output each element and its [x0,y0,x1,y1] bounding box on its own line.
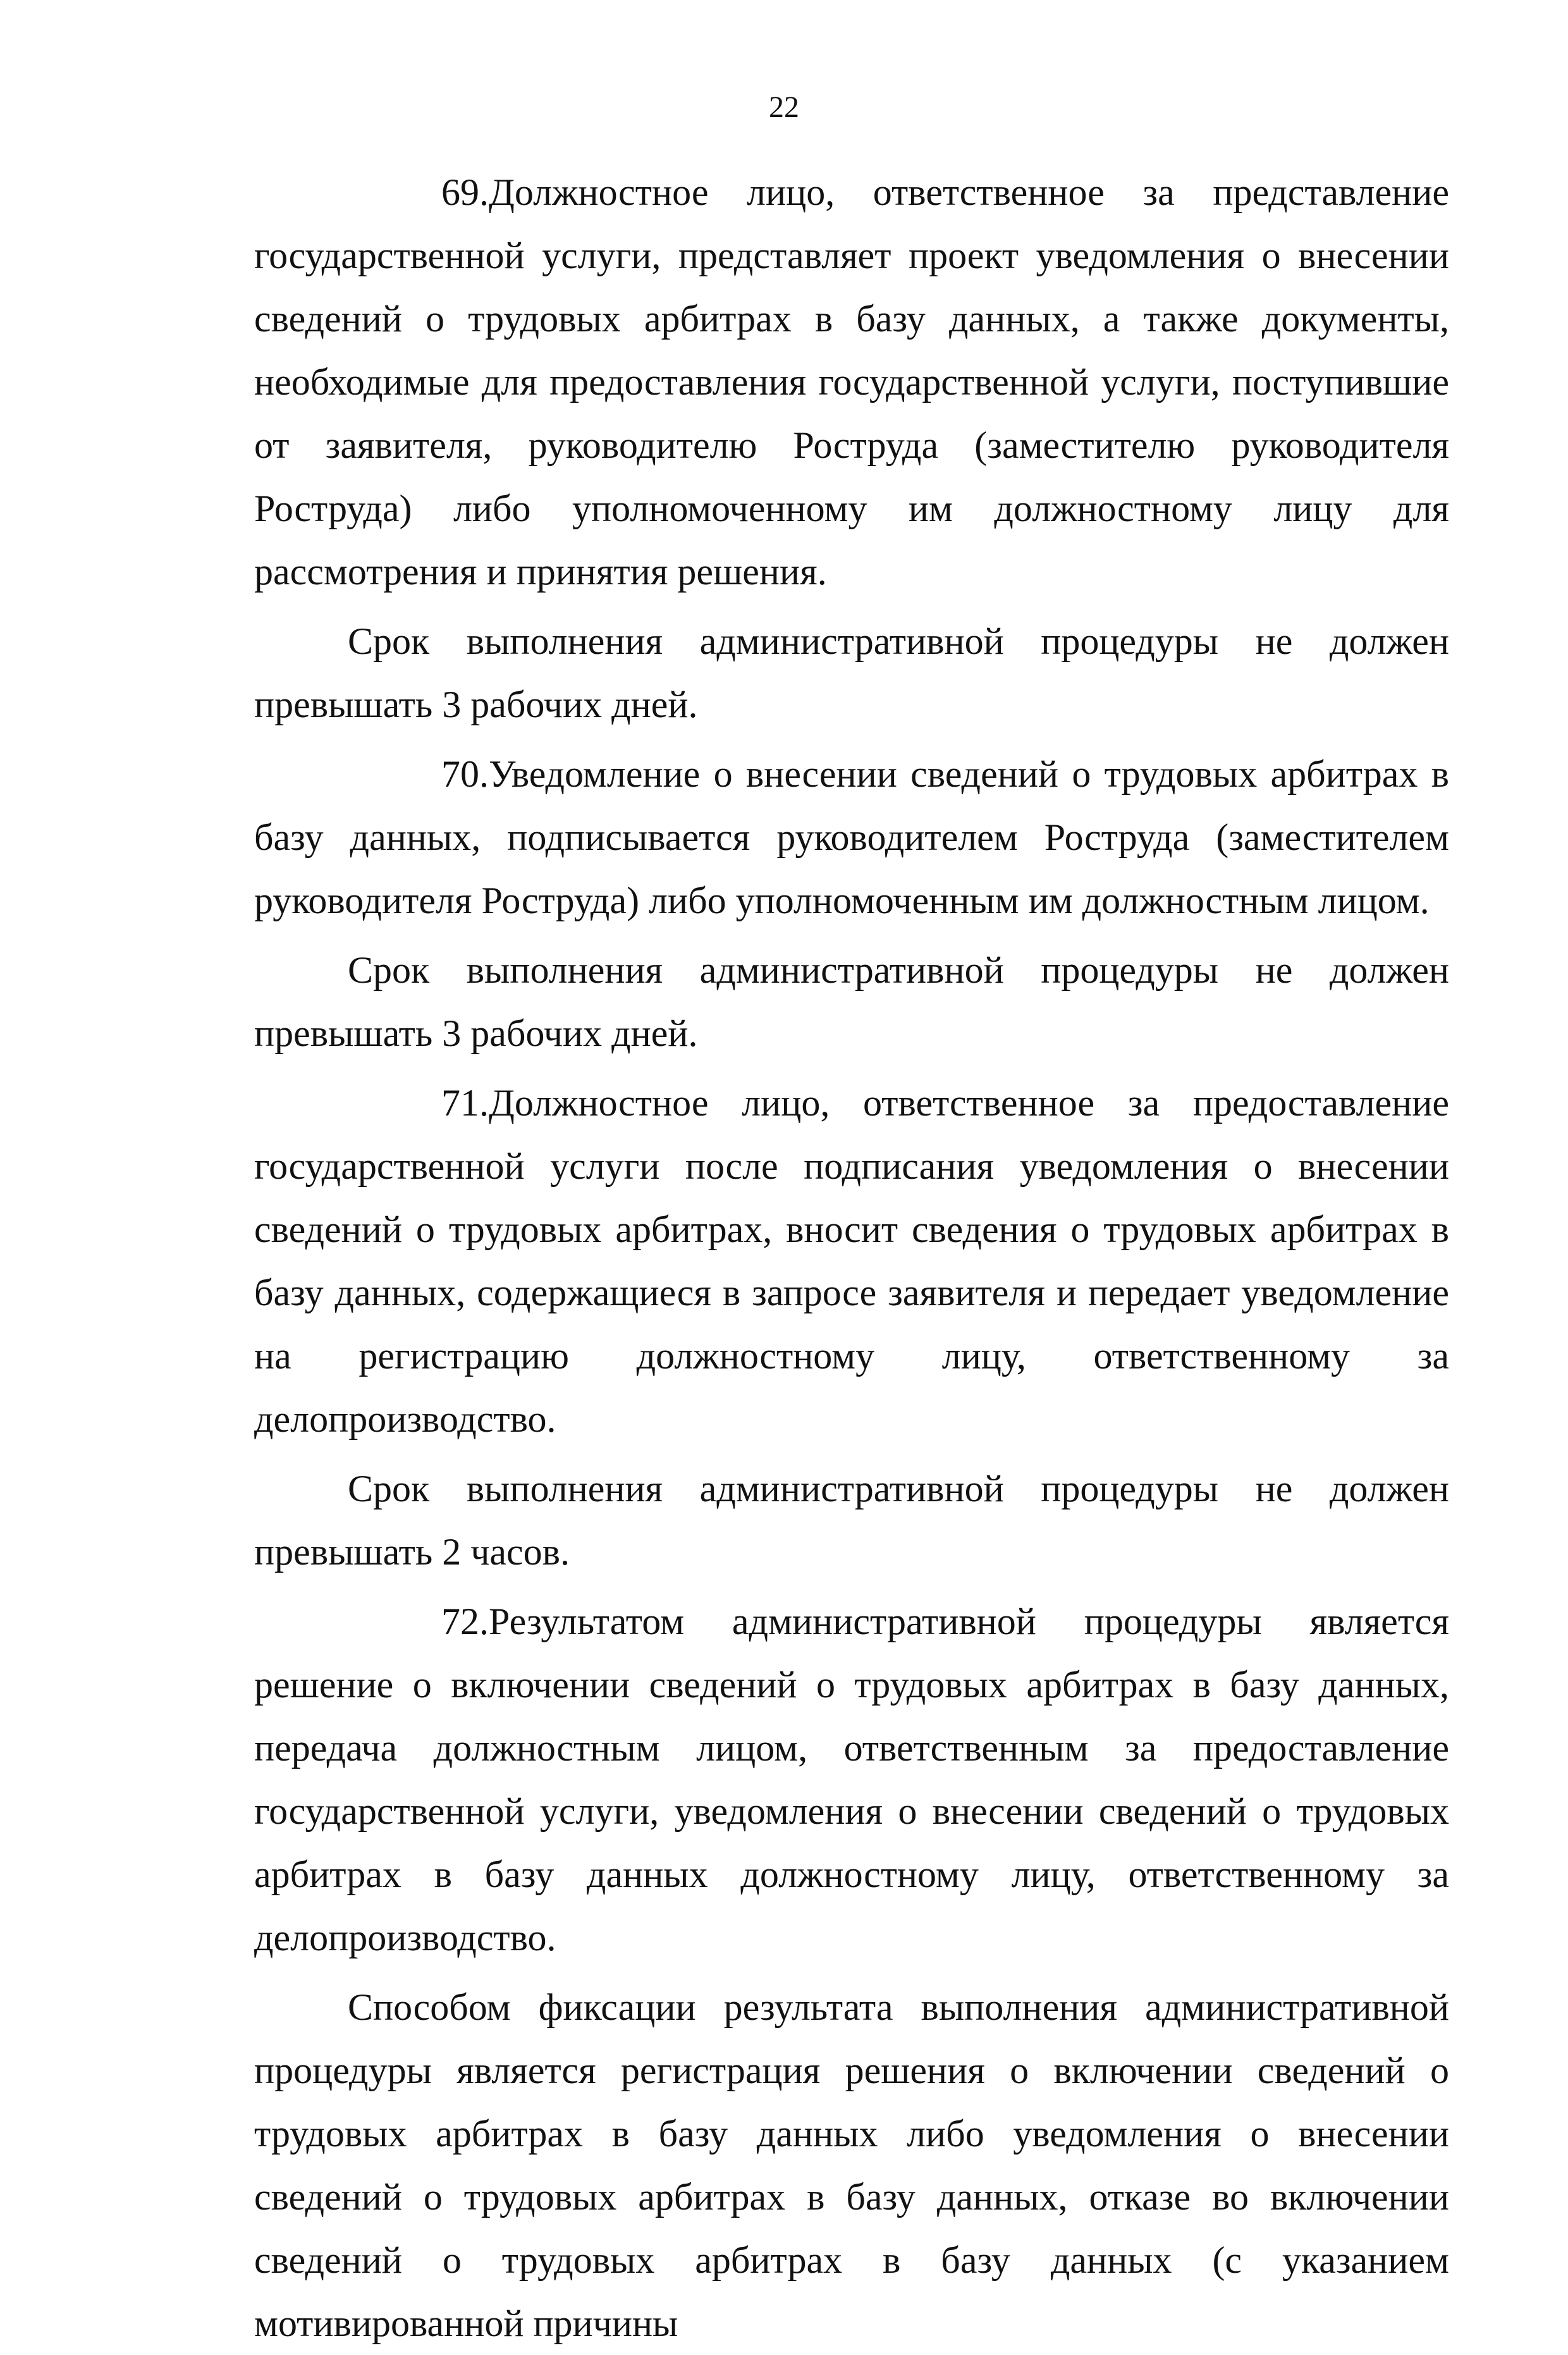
paragraph-text: Срок выполнения административной процедуры не должен превышать 3 рабочих дней. [254,949,1449,1054]
paragraph-text: Должностное лицо, ответственное за представление государственной услуги, представляет проект уведомления о внесении сведений о трудовых арбитрах в базу данных, а также документы, необходимые для предоставления государственной услуги, поступившие от заявителя, руководителю Роструда (заместителю руководителя Роструда) либо уполномоченному им должностному лицу для рассмотрения и принятия решения. [254,171,1449,593]
paragraph-text: Срок выполнения административной процедуры не должен превышать 3 рабочих дней. [254,620,1449,725]
paragraph-72-fixation [254,1976,1449,2355]
paragraph-69-term [254,610,1449,736]
paragraph-text: Способом фиксации результата выполнения административной процедуры является регистрация решения о включении сведений о трудовых арбитрах в базу данных либо уведомления о внесении сведений о трудовых арбитрах в базу данных, отказе во включении сведений о трудовых арбитрах в базу данных (с указанием мотивированной причины [254,1986,1449,2344]
page-number: 22 [769,90,799,124]
paragraph-number: 72. [441,1601,489,1642]
paragraph-72 [254,1590,1449,1969]
paragraph-69 [254,161,1449,603]
paragraph-number: 70. [441,753,489,795]
paragraph-71-term [254,1457,1449,1583]
paragraph-70-term [254,938,1449,1065]
paragraph-text: Результатом административной процедуры является решение о включении сведений о трудовых арбитрах в базу данных, передача должностным лицом, ответственным за предоставление государственной услуги, уведомления о внесении сведений о трудовых арбитрах в базу данных должностному лицу, ответственному за делопроизводство. [254,1601,1449,1958]
paragraph-number: 71. [441,1082,489,1124]
paragraph-text: Уведомление о внесении сведений о трудовых арбитрах в базу данных, подписывается руководителем Роструда (заместителем руководителя Роструда) либо уполномоченным им должностным лицом. [254,753,1449,921]
paragraph-70 [254,742,1449,932]
paragraph-number: 69. [441,171,489,213]
paragraph-text: Должностное лицо, ответственное за предоставление государственной услуги после подписания уведомления о внесении сведений о трудовых арбитрах, вносит сведения о трудовых арбитрах в базу данных, содержащиеся в запросе заявителя и передает уведомление на регистрацию должностному лицу, ответственному за делопроизводство. [254,1082,1449,1440]
page-body [254,161,1449,2355]
paragraph-71 [254,1071,1449,1451]
paragraph-text: Срок выполнения административной процедуры не должен превышать 2 часов. [254,1468,1449,1573]
